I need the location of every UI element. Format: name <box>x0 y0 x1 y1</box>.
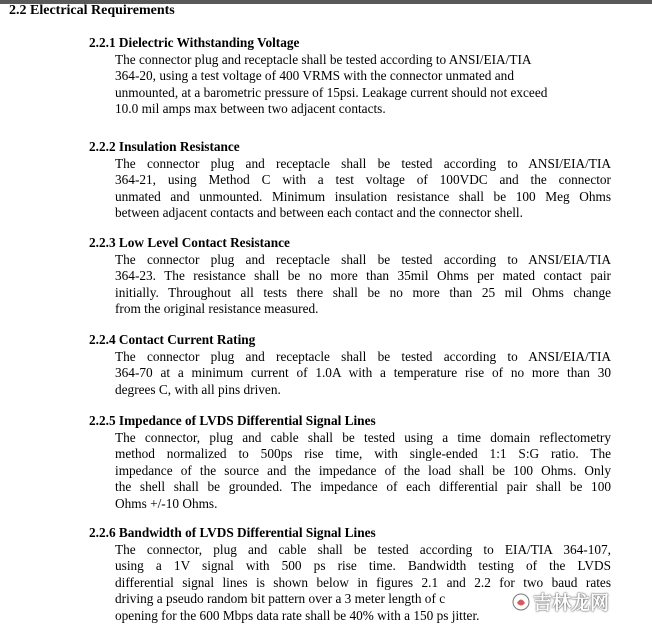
body-line: The connector, plug and cable shall be tested according to EIA/TIA 364-107, <box>115 541 611 557</box>
body-line: using a 1V signal with 500 ps rise time. Bandwidth testing of the LVDS <box>115 558 611 573</box>
body-line: impedance of the source and the impedance of the load shall be 100 Ohms. Only <box>115 462 611 478</box>
subsection-contact-resistance <box>89 235 611 318</box>
watermark-text: 吉林龙网 <box>533 592 610 614</box>
subsection-body <box>115 349 611 399</box>
subsection-insulation <box>89 139 611 222</box>
body-line: 364-70 at a minimum current of 1.0A with a temperature rise of no more than 30 <box>115 365 611 380</box>
body-line: The connector plug and receptacle shall be tested according to ANSI/EIA/TIA <box>115 155 611 171</box>
subsection-body <box>115 156 611 222</box>
subsection-heading: 2.2.4 Contact Current Rating <box>89 332 256 347</box>
body-line: The connector, plug and cable shall be tested using a time domain reflectometry <box>115 429 611 445</box>
body-line: Ohms +/-10 Ohms. <box>115 495 218 511</box>
subsection-body <box>115 430 611 513</box>
body-line: between adjacent contacts and between each contact and the connector shell. <box>115 205 523 220</box>
subsection-dielectric <box>89 35 611 118</box>
body-line: 364-23. The resistance shall be no more than 35mil Ohms per mated contact pair <box>115 268 611 283</box>
subsection-impedance <box>89 413 611 512</box>
body-line: 364-21, using Method C with a test voltage of 100VDC and the connector <box>115 172 611 187</box>
subsection-heading: 2.2.2 Insulation Resistance <box>89 139 240 154</box>
body-line: 364-20, using a test voltage of 400 VRMS with the connector unmated and <box>115 68 514 83</box>
body-line: unmounted, at a barometric pressure of 15psi. Leakage current should not exceed <box>115 84 548 100</box>
body-line: differential signal lines is shown below in figures 2.1 and 2.2 for two baud rates <box>115 574 611 590</box>
subsection-current-rating <box>89 332 611 398</box>
subsection-heading: 2.2.3 Low Level Contact Resistance <box>89 235 290 250</box>
subsection-body <box>115 52 611 118</box>
watermark <box>512 588 609 615</box>
body-line: unmated and unmounted. Minimum insulation resistance shall be 100 Meg Ohms <box>115 188 611 204</box>
body-line: method normalized to 500ps rise time, with single-ended 1:1 S:G ratio. The <box>115 446 611 461</box>
section-title: 2.2 Electrical Requirements <box>9 3 175 18</box>
body-line: The connector plug and receptacle shall be tested according to ANSI/EIA/TIA <box>115 51 532 67</box>
subsection-heading: 2.2.5 Impedance of LVDS Differential Signal Lines <box>89 413 376 428</box>
body-line: the shell shall be grounded. The impedance of each differential pair shall be 100 <box>115 479 611 494</box>
subsection-heading: 2.2.6 Bandwidth of LVDS Differential Signal Lines <box>89 525 376 540</box>
watermark-logo-icon <box>512 593 530 611</box>
body-line: 10.0 mil amps max between two adjacent contacts. <box>115 101 386 116</box>
body-line: initially. Throughout all tests there shall be no more than 25 mil Ohms change <box>115 284 611 300</box>
subsection-body <box>115 252 611 318</box>
body-line: opening for the 600 Mbps data rate shall be 40% with a 150 ps jitter. <box>115 607 480 623</box>
body-line: degrees C, with all pins driven. <box>115 381 281 397</box>
body-line: The connector plug and receptacle shall be tested according to ANSI/EIA/TIA <box>115 348 611 364</box>
body-line: from the original resistance measured. <box>115 301 319 316</box>
body-line: The connector plug and receptacle shall be tested according to ANSI/EIA/TIA <box>115 251 611 267</box>
subsection-heading: 2.2.1 Dielectric Withstanding Voltage <box>89 35 300 50</box>
body-line: driving a pseudo random bit pattern over a 3 meter length of c <box>115 591 446 606</box>
